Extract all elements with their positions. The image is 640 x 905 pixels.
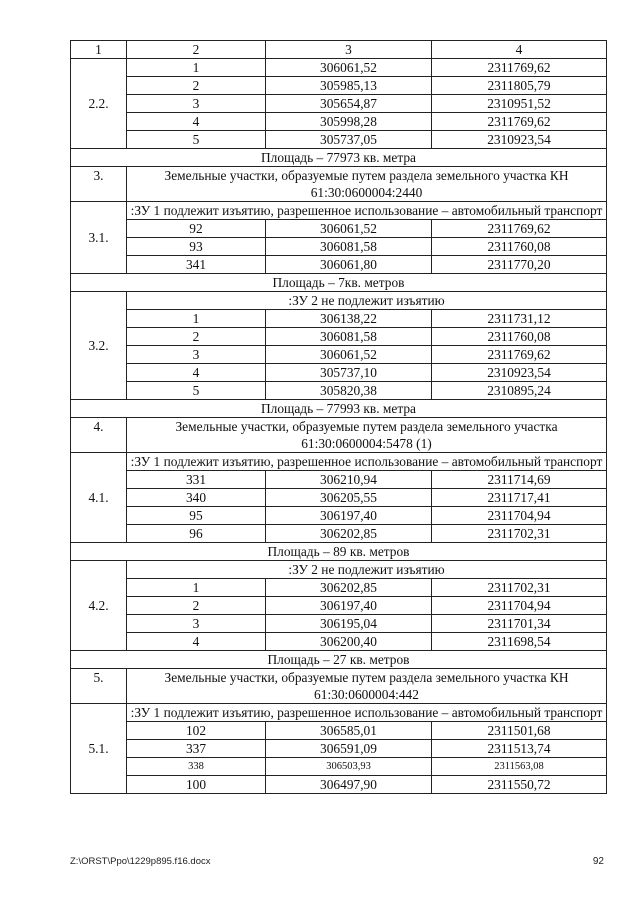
y-coordinate: 2311513,74: [432, 740, 607, 758]
subgroup-description: :ЗУ 2 не подлежит изъятию: [127, 561, 607, 579]
y-coordinate: 2311704,94: [432, 507, 607, 525]
y-coordinate: 2311714,69: [432, 471, 607, 489]
section-number: 5.: [71, 669, 127, 704]
x-coordinate: 306591,09: [266, 740, 432, 758]
group-header-row: [71, 167, 607, 202]
coordinates-table: [70, 40, 607, 794]
subsection-number: 3.1.: [71, 202, 127, 274]
group-description: Земельные участки, образуемые путем раздела земельного участка КН 61:30:0600004:2440: [127, 167, 607, 202]
coordinate-row: [71, 471, 607, 489]
group-description: Земельные участки, образуемые путем раздела земельного участка КН 61:30:0600004:442: [127, 669, 607, 704]
point-number: 2: [127, 77, 266, 95]
subgroup-description: :ЗУ 1 подлежит изъятию, разрешенное использование – автомобильный транспорт: [127, 202, 607, 220]
coordinate-row: [71, 382, 607, 400]
point-number: 93: [127, 238, 266, 256]
x-coordinate: 306197,40: [266, 597, 432, 615]
area-row: [71, 149, 607, 167]
coordinate-row: [71, 328, 607, 346]
header-row: [71, 41, 607, 59]
coordinate-row: [71, 776, 607, 794]
point-number: 4: [127, 113, 266, 131]
x-coordinate: 306205,55: [266, 489, 432, 507]
section-number: 2.2.: [71, 59, 127, 149]
point-number: 3: [127, 95, 266, 113]
y-coordinate: 2310923,54: [432, 364, 607, 382]
subgroup-header-row: [71, 561, 607, 579]
coordinate-row: [71, 579, 607, 597]
x-coordinate: 306061,80: [266, 256, 432, 274]
x-coordinate: 306197,40: [266, 507, 432, 525]
area-row: [71, 651, 607, 669]
y-coordinate: 2311760,08: [432, 328, 607, 346]
point-number: 331: [127, 471, 266, 489]
area-summary: Площадь – 89 кв. метров: [71, 543, 607, 561]
column-number-header: 2: [127, 41, 266, 59]
area-row: [71, 400, 607, 418]
coordinate-row: [71, 507, 607, 525]
y-coordinate: 2311563,08: [432, 758, 607, 776]
subgroup-description: :ЗУ 2 не подлежит изъятию: [127, 292, 607, 310]
y-coordinate: 2311769,62: [432, 59, 607, 77]
point-number: 100: [127, 776, 266, 794]
coordinate-row: [71, 597, 607, 615]
point-number: 3: [127, 615, 266, 633]
y-coordinate: 2311717,41: [432, 489, 607, 507]
coordinate-row: [71, 758, 607, 776]
subsection-number: 3.2.: [71, 292, 127, 400]
point-number: 95: [127, 507, 266, 525]
page-number: 92: [592, 856, 604, 867]
point-number: 2: [127, 597, 266, 615]
group-description: Земельные участки, образуемые путем раздела земельного участка 61:30:0600004:5478 (1): [127, 418, 607, 453]
x-coordinate: 305998,28: [266, 113, 432, 131]
x-coordinate: 306497,90: [266, 776, 432, 794]
subsection-number: 4.1.: [71, 453, 127, 543]
point-number: 5: [127, 131, 266, 149]
subgroup-header-row: [71, 704, 607, 722]
y-coordinate: 2311760,08: [432, 238, 607, 256]
section-number: 4.: [71, 418, 127, 453]
coordinate-row: [71, 525, 607, 543]
x-coordinate: 306202,85: [266, 525, 432, 543]
x-coordinate: 306210,94: [266, 471, 432, 489]
point-number: 340: [127, 489, 266, 507]
area-row: [71, 274, 607, 292]
coordinate-row: [71, 346, 607, 364]
point-number: 341: [127, 256, 266, 274]
y-coordinate: 2311731,12: [432, 310, 607, 328]
subgroup-header-row: [71, 453, 607, 471]
coordinate-row: [71, 489, 607, 507]
column-number-header: 3: [266, 41, 432, 59]
y-coordinate: 2310895,24: [432, 382, 607, 400]
point-number: 5: [127, 382, 266, 400]
area-summary: Площадь – 27 кв. метров: [71, 651, 607, 669]
group-header-row: [71, 418, 607, 453]
group-header-row: [71, 669, 607, 704]
x-coordinate: 306081,58: [266, 238, 432, 256]
coordinate-row: [71, 220, 607, 238]
point-number: 92: [127, 220, 266, 238]
area-summary: Площадь – 77993 кв. метра: [71, 400, 607, 418]
x-coordinate: 306195,04: [266, 615, 432, 633]
y-coordinate: 2311769,62: [432, 113, 607, 131]
subgroup-header-row: [71, 292, 607, 310]
point-number: 1: [127, 310, 266, 328]
subgroup-description: :ЗУ 1 подлежит изъятию, разрешенное использование – автомобильный транспорт: [127, 704, 607, 722]
x-coordinate: 306061,52: [266, 59, 432, 77]
footer-file-path: Z:\ORST\Ppo\1229p895.f16.docx: [70, 856, 211, 867]
y-coordinate: 2311704,94: [432, 597, 607, 615]
point-number: 1: [127, 59, 266, 77]
x-coordinate: 306503,93: [266, 758, 432, 776]
y-coordinate: 2310951,52: [432, 95, 607, 113]
point-number: 337: [127, 740, 266, 758]
x-coordinate: 306081,58: [266, 328, 432, 346]
y-coordinate: 2311501,68: [432, 722, 607, 740]
subgroup-header-row: [71, 202, 607, 220]
y-coordinate: 2311770,20: [432, 256, 607, 274]
x-coordinate: 305654,87: [266, 95, 432, 113]
x-coordinate: 306202,85: [266, 579, 432, 597]
coordinate-row: [71, 722, 607, 740]
coordinate-row: [71, 77, 607, 95]
section-number: 3.: [71, 167, 127, 202]
point-number: 4: [127, 364, 266, 382]
point-number: 1: [127, 579, 266, 597]
x-coordinate: 305985,13: [266, 77, 432, 95]
coordinate-row: [71, 740, 607, 758]
column-number-header: 4: [432, 41, 607, 59]
area-summary: Площадь – 7кв. метров: [71, 274, 607, 292]
x-coordinate: 306585,01: [266, 722, 432, 740]
coordinate-row: [71, 131, 607, 149]
area-row: [71, 543, 607, 561]
point-number: 2: [127, 328, 266, 346]
subgroup-description: :ЗУ 1 подлежит изъятию, разрешенное использование – автомобильный транспорт: [127, 453, 607, 471]
point-number: 102: [127, 722, 266, 740]
y-coordinate: 2311698,54: [432, 633, 607, 651]
y-coordinate: 2311769,62: [432, 346, 607, 364]
coordinate-row: [71, 310, 607, 328]
x-coordinate: 306061,52: [266, 220, 432, 238]
point-number: 4: [127, 633, 266, 651]
coordinate-row: [71, 238, 607, 256]
area-summary: Площадь – 77973 кв. метра: [71, 149, 607, 167]
coordinate-row: [71, 633, 607, 651]
column-number-header: 1: [71, 41, 127, 59]
x-coordinate: 306200,40: [266, 633, 432, 651]
y-coordinate: 2311550,72: [432, 776, 607, 794]
y-coordinate: 2311769,62: [432, 220, 607, 238]
x-coordinate: 305737,10: [266, 364, 432, 382]
y-coordinate: 2311805,79: [432, 77, 607, 95]
y-coordinate: 2311702,31: [432, 579, 607, 597]
coordinate-row: [71, 59, 607, 77]
coordinate-row: [71, 615, 607, 633]
x-coordinate: 305737,05: [266, 131, 432, 149]
y-coordinate: 2311701,34: [432, 615, 607, 633]
point-number: 96: [127, 525, 266, 543]
point-number: 3: [127, 346, 266, 364]
coordinate-row: [71, 113, 607, 131]
point-number: 338: [127, 758, 266, 776]
coordinate-row: [71, 95, 607, 113]
subsection-number: 5.1.: [71, 704, 127, 794]
coordinate-row: [71, 364, 607, 382]
x-coordinate: 306061,52: [266, 346, 432, 364]
subsection-number: 4.2.: [71, 561, 127, 651]
y-coordinate: 2311702,31: [432, 525, 607, 543]
x-coordinate: 306138,22: [266, 310, 432, 328]
coordinate-row: [71, 256, 607, 274]
y-coordinate: 2310923,54: [432, 131, 607, 149]
x-coordinate: 305820,38: [266, 382, 432, 400]
